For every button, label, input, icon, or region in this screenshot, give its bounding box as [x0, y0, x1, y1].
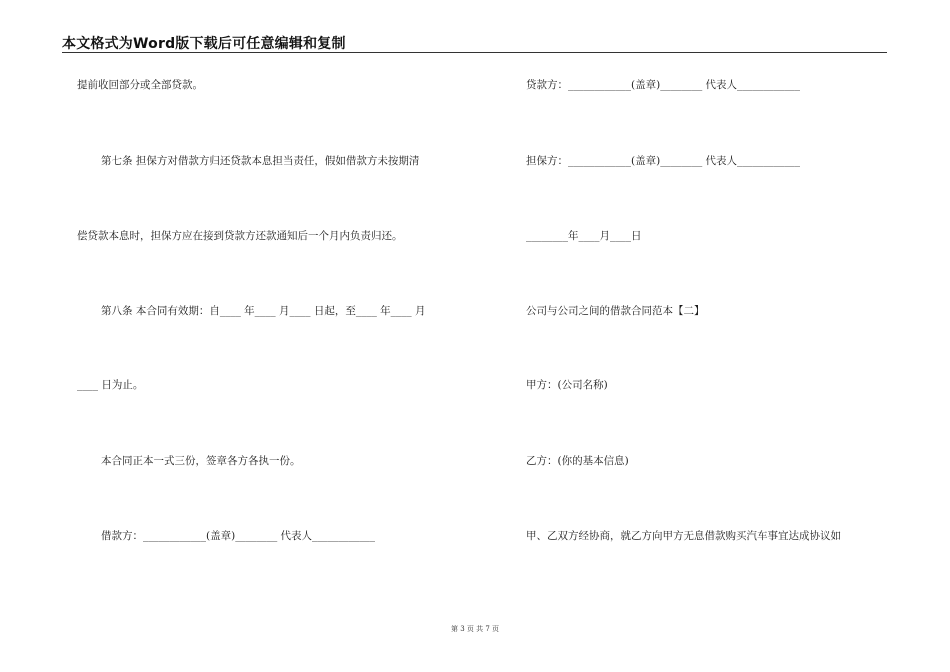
left-line-5: ____ 日为止。 [77, 379, 144, 391]
left-line-3: 偿贷款本息时，担保方应在接到贷款方还款通知后一个月内负责归还。 [77, 230, 403, 242]
right-line-6: 乙方：(你的基本信息) [526, 455, 629, 467]
right-line-3: ________年____月____日 [526, 230, 642, 242]
left-line-7: 借款方：____________(盖章)________ 代表人____________ [101, 530, 376, 542]
left-line-1: 提前收回部分或全部贷款。 [77, 79, 203, 91]
right-line-4: 公司与公司之间的借款合同范本【二】 [526, 305, 705, 317]
left-line-6: 本合同正本一式三份，签章各方各执一份。 [101, 455, 301, 467]
page-number-footer: 第 3 页 共 7 页 [450, 625, 500, 633]
left-line-2: 第七条 担保方对借款方归还贷款本息担当责任，假如借款方未按期清 [101, 155, 420, 167]
header-divider [62, 52, 887, 53]
right-line-2: 担保方：____________(盖章)________ 代表人____________ [526, 155, 801, 167]
left-line-4: 第八条 本合同有效期：自____ 年____ 月____ 日起，至____ 年____ 月 [101, 305, 426, 317]
right-line-7: 甲、乙双方经协商，就乙方向甲方无息借款购买汽车事宜达成协议如 [526, 530, 841, 542]
document-header-title: 本文格式为Word版下载后可任意编辑和复制 [62, 36, 346, 52]
right-line-1: 贷款方：____________(盖章)________ 代表人____________ [526, 79, 801, 91]
right-line-5: 甲方：(公司名称) [526, 379, 608, 391]
